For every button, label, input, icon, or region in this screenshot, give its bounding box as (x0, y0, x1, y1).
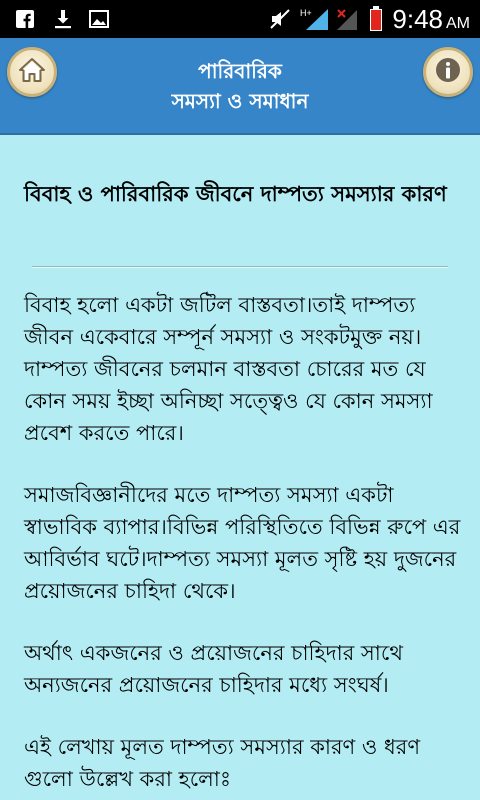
article-paragraph: সমাজবিজ্ঞানীদের মতে দাম্পত্য সমস্যা একটা স্বাভাবিক ব্যাপার।বিভিন্ন পরিস্থিতিতে বিভিন্ন রুপে এর আবির্ভাব ঘটে।দাম্পত্য সমস্যা মূলত সৃষ্টি হয় দুজনের প্রয়োজনের চাহিদা থেকে। (24, 483, 461, 603)
facebook-icon (14, 8, 36, 30)
app-bar (0, 38, 480, 135)
image-icon (88, 8, 110, 30)
info-icon (434, 56, 462, 88)
mute-icon (268, 8, 292, 30)
battery-icon (368, 6, 384, 32)
article-content (0, 135, 480, 800)
clock-ampm: AM (446, 15, 470, 32)
info-button[interactable] (423, 47, 473, 97)
app-title-line2: সমস্যা ও সমাধান (171, 89, 309, 113)
article-title: বিবাহ ও পারিবারিক জীবনে দাম্পত্য সমস্যার কারণ (24, 182, 447, 206)
status-bar (0, 0, 480, 38)
article-paragraph: অর্থাৎ একজনের ও প্রয়োজনের চাহিদার সাথে অন্যজনের প্রয়োজনের চাহিদার মধ্যে সংঘর্ষ। (24, 641, 403, 697)
article-body (24, 289, 464, 800)
download-icon (52, 8, 74, 30)
clock-time: 9:48 (392, 4, 443, 34)
status-clock (392, 4, 470, 34)
article-paragraph: বিবাহ হলো একটা জটিল বাস্তবতা।তাই দাম্পত্য জীবন একেবারে সম্পূর্ন সমস্যা ও সংকটমুক্ত নয়।দাম্পত্য জীবনের চলমান বাস্তবতা চোরের মত যে কোন সময় ইচ্ছা অনিচ্ছা সত্ত্বেও যে কোন সমস্যা প্রবেশ করতে পারে। (24, 293, 433, 445)
article-paragraph: এই লেখায় মূলত দাম্পত্য সমস্যার কারণ ও ধরণ গুলো উল্লেখ করা হলোঃ (24, 735, 421, 791)
mobile-data-icon (300, 8, 330, 30)
app-title (0, 56, 480, 116)
app-title-line1: পারিবারিক (198, 59, 282, 83)
title-divider (32, 266, 448, 268)
signal-icon (334, 8, 360, 30)
network-label: H+ (300, 8, 312, 18)
